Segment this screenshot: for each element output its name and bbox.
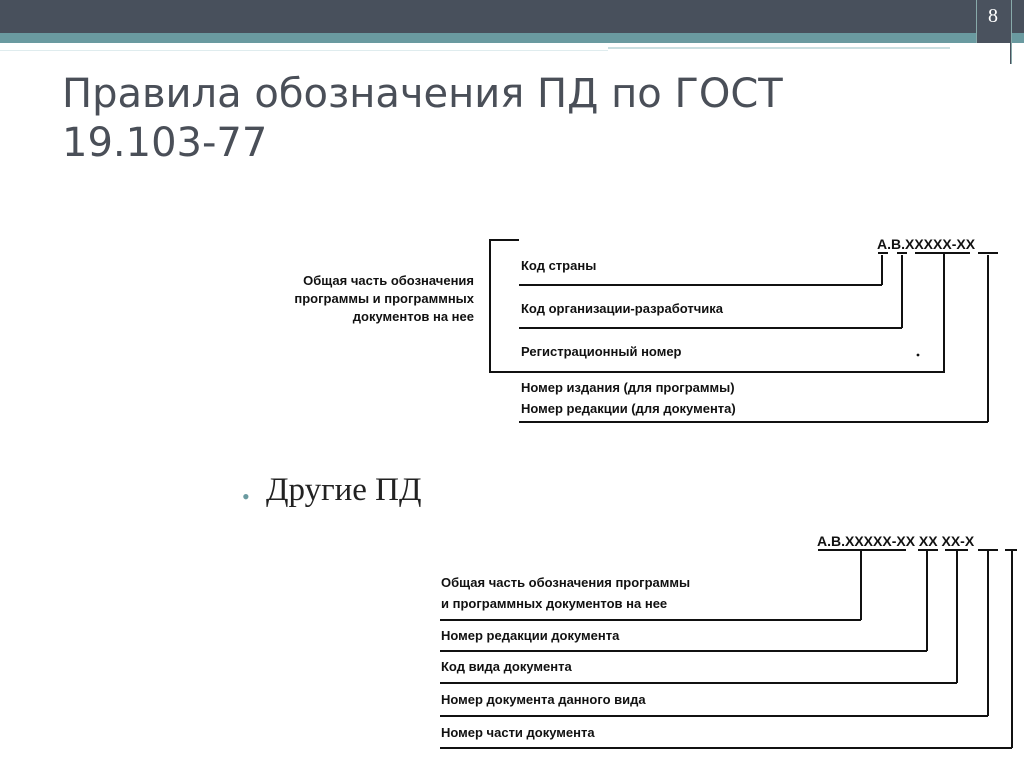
diagram1-item-org: Код организации-разработчика bbox=[521, 301, 724, 316]
diagram1-code: А.В.ХХХХХ-ХХ bbox=[877, 236, 976, 252]
diagram2-item-part: Номер части документа bbox=[441, 725, 595, 740]
diagram1-left-label-3: документов на нее bbox=[352, 309, 474, 324]
diagram1-left-label-1: Общая часть обозначения bbox=[303, 273, 474, 288]
diagram1-item-reg: Регистрационный номер bbox=[521, 344, 682, 359]
diagram2-item-common-1: Общая часть обозначения программы bbox=[441, 575, 691, 590]
diagram1-item-edition-program: Номер издания (для программы) bbox=[521, 380, 735, 395]
diagram2-code: А.В.ХХХХХ-ХХ ХХ ХХ-Х bbox=[817, 533, 975, 549]
diagram1-item-country: Код страны bbox=[521, 258, 597, 273]
bullet-text: Другие ПД bbox=[266, 472, 422, 508]
diagram2-item-docnum: Номер документа данного вида bbox=[441, 692, 646, 707]
slide-number: 8 bbox=[988, 5, 998, 27]
diagram2-item-type: Код вида документа bbox=[441, 659, 572, 674]
slide-title: Правила обозначения ПД по ГОСТ 19.103-77 bbox=[62, 71, 783, 166]
diagram2-item-revision: Номер редакции документа bbox=[441, 628, 620, 643]
diagram2-item-common-2: и программных документов на нее bbox=[441, 596, 668, 611]
diagram1-item-edition-document: Номер редакции (для документа) bbox=[521, 401, 736, 416]
bullet-dot: • bbox=[242, 484, 250, 509]
diagram1-left-label-2: программы и программных bbox=[294, 291, 474, 306]
